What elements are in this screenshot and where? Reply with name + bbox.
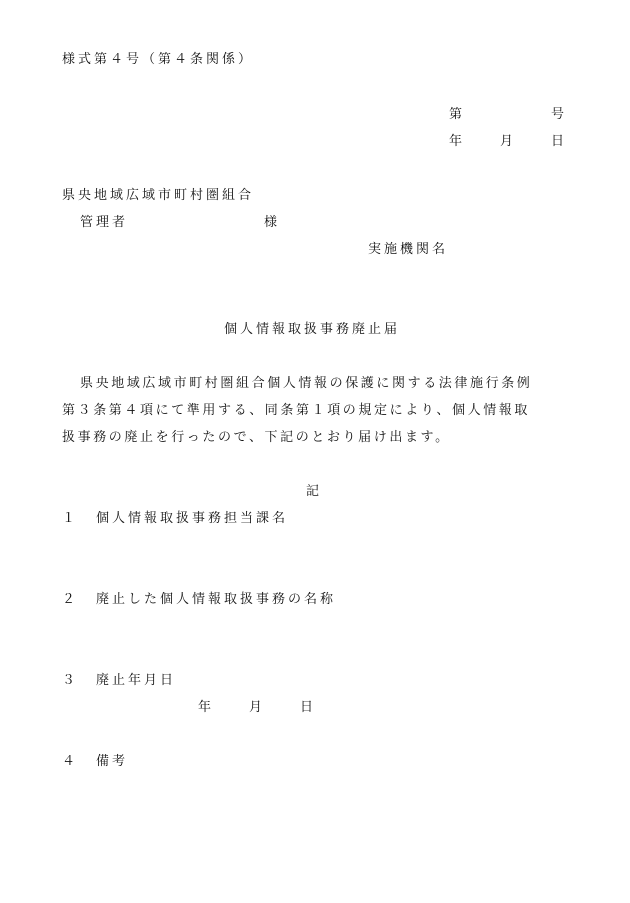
document-title: 個人情報取扱事務廃止届	[224, 322, 401, 337]
item-number: ４	[62, 754, 79, 769]
form-label: 様式第４号（第４条関係）	[62, 52, 255, 67]
header-date-month: 月	[500, 134, 517, 149]
body-line-1: 県央地域広域市町村圏組合個人情報の保護に関する法律施行条例	[80, 376, 533, 391]
item-label: 廃止年月日	[96, 673, 177, 688]
body-line-2: 第３条第４項にて準用する、同条第１項の規定により、個人情報取	[62, 403, 531, 418]
abolish-date-month: 月	[249, 700, 266, 715]
item-number: １	[62, 511, 79, 526]
addressee-honorific: 様	[264, 215, 281, 230]
sender-label: 実施機関名	[368, 242, 449, 257]
doc-number-suffix: 号	[551, 107, 568, 122]
addressee-organization: 県央地域広域市町村圏組合	[62, 188, 255, 203]
item-label: 個人情報取扱事務担当課名	[96, 511, 289, 526]
body-line-3: 扱事務の廃止を行ったので、下記のとおり届け出ます。	[62, 430, 451, 445]
item-number: ３	[62, 673, 79, 688]
doc-number-prefix: 第	[449, 107, 466, 122]
abolish-date-year: 年	[198, 700, 215, 715]
item-label: 廃止した個人情報取扱事務の名称	[96, 592, 337, 607]
abolish-date-day: 日	[300, 700, 317, 715]
header-date-day: 日	[551, 134, 568, 149]
item-label: 備考	[96, 754, 129, 769]
ki-heading: 記	[306, 484, 323, 499]
header-date-year: 年	[449, 134, 466, 149]
item-number: ２	[62, 592, 79, 607]
addressee-title: 管理者	[80, 215, 129, 230]
